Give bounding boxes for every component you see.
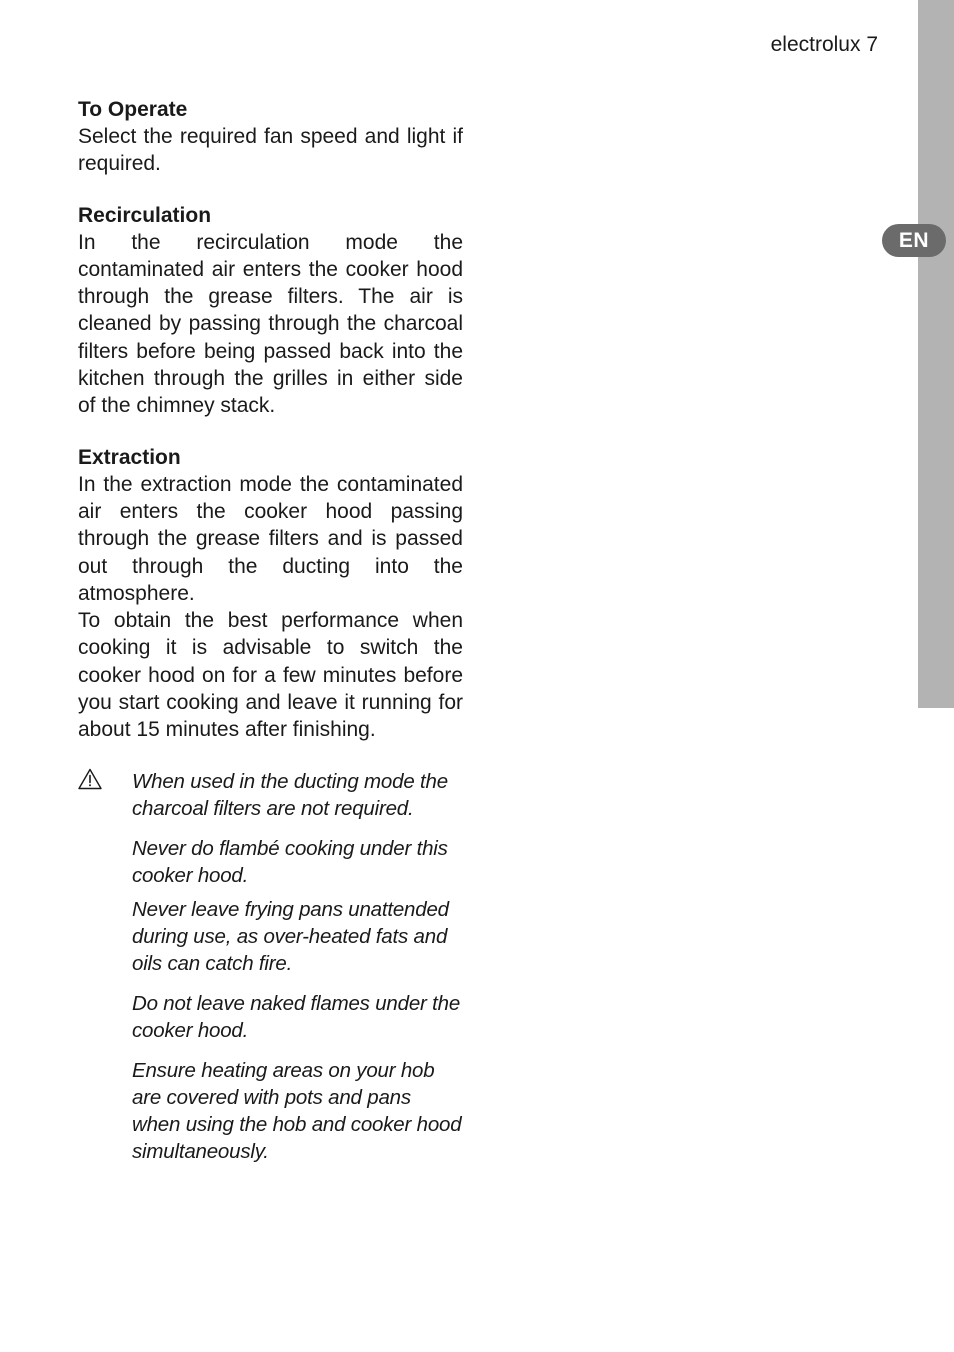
warning-notes	[132, 768, 463, 1165]
paragraph-to-operate: Select the required fan speed and light if required.	[78, 125, 463, 176]
paragraph-extraction-2: To obtain the best performance when cooking it is advisable to switch the cooker hood on for a few minutes before you start cooking and leave it running for about 15 minutes after finishing.	[78, 609, 463, 742]
warning-block	[78, 768, 463, 1165]
section-heading-to-operate: To Operate	[78, 98, 188, 121]
paragraph-extraction-1: In the extraction mode the contaminated air enters the cooker hood passing through the grease filters and is passed out through the ducting into the atmosphere.	[78, 472, 463, 605]
warning-note: Do not leave naked flames under the cooker hood.	[132, 991, 461, 1042]
language-tab: EN	[882, 224, 946, 257]
paragraph-recirculation: In the recirculation mode the contaminated air enters the cooker hood through the grease filters. The air is cleaned by passing through the charcoal filters before being passed back into the kitchen through the grilles in either side of the chimney stack.	[78, 230, 463, 418]
section-to-operate	[78, 96, 463, 178]
main-content	[78, 96, 463, 1178]
side-tab-bar	[918, 0, 954, 708]
warning-note: When used in the ducting mode the charcoal filters are not required.	[132, 769, 448, 820]
page-header-label: electrolux 7	[770, 33, 878, 56]
section-extraction	[78, 444, 463, 744]
warning-note: Never do flambé cooking under this cooker hood.	[132, 836, 448, 887]
warning-note: Never leave frying pans unattended during use, as over-heated fats and oils can catch fire.	[132, 897, 449, 975]
section-heading-extraction: Extraction	[78, 445, 181, 469]
section-recirculation	[78, 202, 463, 420]
section-heading-recirculation: Recirculation	[78, 203, 212, 227]
warning-note: Ensure heating areas on your hob are covered with pots and pans when using the hob and cooker hood simultaneously.	[132, 1058, 462, 1163]
warning-triangle-icon	[78, 768, 102, 790]
